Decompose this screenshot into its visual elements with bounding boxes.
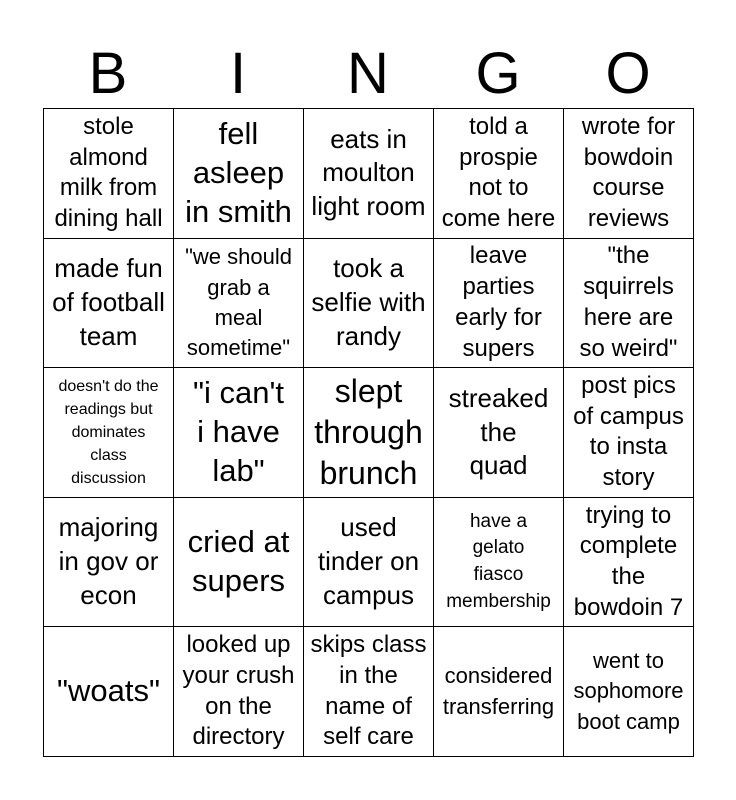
cell-text: have a gelato fiasco membership: [446, 510, 551, 612]
bingo-cell-r4c4[interactable]: [434, 498, 564, 628]
bingo-cell-r3c2[interactable]: [174, 368, 304, 498]
bingo-cell-r1c4[interactable]: [434, 109, 564, 239]
cell-text: slept through brunch: [314, 373, 423, 491]
cell-text: eats in moulton light room: [311, 123, 426, 222]
cell-text: trying to complete the bowdoin 7: [573, 501, 684, 621]
cell-text: post pics of campus to insta story: [573, 372, 684, 492]
header-letter-g: G: [475, 41, 521, 106]
bingo-cell-r3c1[interactable]: [44, 368, 174, 498]
cell-text: made fun of football team: [52, 253, 165, 351]
bingo-cell-r5c2[interactable]: [174, 627, 304, 757]
cell-text: "woats": [57, 673, 160, 709]
bingo-cell-r1c5[interactable]: [564, 109, 694, 239]
bingo-cell-r5c5[interactable]: [564, 627, 694, 757]
cell-text: streaked the quad: [448, 382, 549, 481]
cell-text: doesn't do the readings but dominates class discussion: [58, 377, 159, 488]
header-letter-i: I: [229, 41, 247, 106]
bingo-board: [43, 108, 694, 757]
bingo-cell-r4c2[interactable]: [174, 498, 304, 628]
cell-text: majoring in gov or econ: [58, 512, 159, 610]
cell-text: stole almond milk from dining hall: [54, 112, 163, 233]
bingo-cell-r1c2[interactable]: [174, 109, 304, 239]
cell-text: cried at supers: [187, 524, 290, 599]
bingo-cell-r2c4[interactable]: [434, 239, 564, 369]
bingo-cell-r1c3[interactable]: [304, 109, 434, 239]
bingo-cell-r4c5[interactable]: [564, 498, 694, 628]
bingo-cell-r2c3[interactable]: [304, 239, 434, 369]
cell-text: skips class in the name of self care: [310, 631, 427, 751]
cell-text: considered transferring: [442, 663, 555, 719]
bingo-cell-r5c3[interactable]: [304, 627, 434, 757]
bingo-cell-r4c3[interactable]: [304, 498, 434, 628]
bingo-cell-r3c3[interactable]: [304, 368, 434, 498]
cell-text: used tinder on campus: [317, 512, 420, 610]
cell-text: "the squirrels here are so weird": [579, 242, 678, 362]
cell-text: took a selfie with randy: [311, 253, 426, 351]
cell-text: leave parties early for supers: [455, 242, 542, 362]
header-letter-b: B: [88, 41, 128, 106]
bingo-cell-r4c1[interactable]: [44, 498, 174, 628]
cell-text: went to sophomore boot camp: [573, 648, 684, 734]
bingo-cell-r1c1[interactable]: [44, 109, 174, 239]
cell-text: fell asleep in smith: [185, 116, 292, 229]
cell-text: looked up your crush on the directory: [182, 631, 295, 751]
bingo-header: [43, 40, 693, 108]
bingo-cell-r5c1[interactable]: [44, 627, 174, 757]
cell-text: "we should grab a meal sometime": [185, 244, 292, 361]
bingo-cell-r3c4[interactable]: [434, 368, 564, 498]
cell-text: told a prospie not to come here: [441, 112, 556, 233]
bingo-cell-r5c4[interactable]: [434, 627, 564, 757]
bingo-cell-r2c5[interactable]: [564, 239, 694, 369]
bingo-cell-r2c1[interactable]: [44, 239, 174, 369]
cell-text: "i can't i have lab": [192, 375, 285, 488]
cell-text: wrote for bowdoin course reviews: [581, 112, 676, 233]
bingo-cell-r3c5[interactable]: [564, 368, 694, 498]
header-letter-o: O: [605, 41, 651, 106]
bingo-cell-r2c2[interactable]: [174, 239, 304, 369]
header-letter-n: N: [347, 41, 389, 106]
